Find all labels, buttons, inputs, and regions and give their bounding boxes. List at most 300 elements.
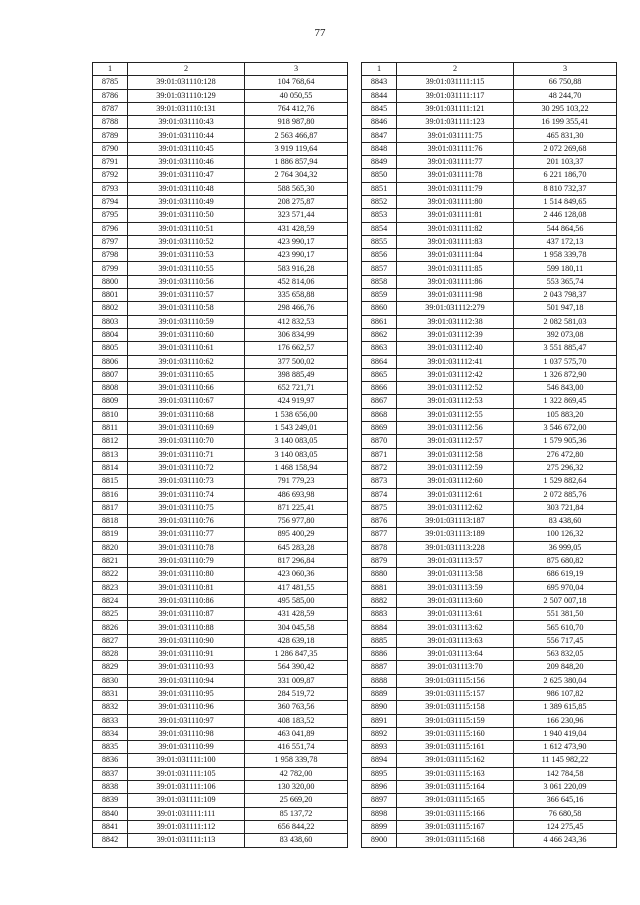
table-row xyxy=(93,182,348,195)
cadastral-number-cell: 39:01:031115:156 xyxy=(397,674,514,687)
table-row xyxy=(362,209,617,222)
table-row xyxy=(93,608,348,621)
row-number-cell: 8787 xyxy=(93,102,128,115)
cadastral-number-cell: 39:01:031112:41 xyxy=(397,355,514,368)
value-cell: 3 546 672,00 xyxy=(514,422,617,435)
row-number-cell: 8786 xyxy=(93,89,128,102)
row-number-cell: 8796 xyxy=(93,222,128,235)
cadastral-number-cell: 39:01:031110:80 xyxy=(128,568,245,581)
row-number-cell: 8869 xyxy=(362,422,397,435)
cadastral-number-cell: 39:01:031110:77 xyxy=(128,528,245,541)
value-cell: 2 072 885,76 xyxy=(514,488,617,501)
value-cell: 2 507 007,18 xyxy=(514,594,617,607)
table-row xyxy=(362,528,617,541)
row-number-cell: 8837 xyxy=(93,767,128,780)
value-cell: 16 199 355,41 xyxy=(514,116,617,129)
table-row xyxy=(93,648,348,661)
row-number-cell: 8811 xyxy=(93,422,128,435)
row-number-cell: 8900 xyxy=(362,834,397,847)
row-number-cell: 8893 xyxy=(362,741,397,754)
table-row xyxy=(362,687,617,700)
value-cell: 544 864,56 xyxy=(514,222,617,235)
value-cell: 428 639,18 xyxy=(245,634,348,647)
row-number-cell: 8833 xyxy=(93,714,128,727)
cadastral-number-cell: 39:01:031115:164 xyxy=(397,781,514,794)
table-row xyxy=(362,235,617,248)
cadastral-number-cell: 39:01:031115:165 xyxy=(397,794,514,807)
row-number-cell: 8899 xyxy=(362,820,397,833)
row-number-cell: 8815 xyxy=(93,475,128,488)
value-cell: 465 831,30 xyxy=(514,129,617,142)
cadastral-number-cell: 39:01:031110:53 xyxy=(128,249,245,262)
value-cell: 8 810 732,37 xyxy=(514,182,617,195)
table-row xyxy=(93,820,348,833)
value-cell: 42 782,00 xyxy=(245,767,348,780)
cadastral-number-cell: 39:01:031110:56 xyxy=(128,275,245,288)
value-cell: 275 296,32 xyxy=(514,461,617,474)
row-number-cell: 8798 xyxy=(93,249,128,262)
cadastral-number-cell: 39:01:031110:46 xyxy=(128,156,245,169)
cadastral-number-cell: 39:01:031115:167 xyxy=(397,820,514,833)
value-cell: 695 970,04 xyxy=(514,581,617,594)
row-number-cell: 8884 xyxy=(362,621,397,634)
table-row xyxy=(362,156,617,169)
row-number-cell: 8813 xyxy=(93,448,128,461)
row-number-cell: 8823 xyxy=(93,581,128,594)
cadastral-number-cell: 39:01:031110:49 xyxy=(128,195,245,208)
cadastral-number-cell: 39:01:031111:82 xyxy=(397,222,514,235)
column-header-value: 3 xyxy=(514,63,617,76)
cadastral-number-cell: 39:01:031111:105 xyxy=(128,767,245,780)
value-cell: 652 721,71 xyxy=(245,382,348,395)
register-table-right xyxy=(361,62,617,848)
table-row xyxy=(93,129,348,142)
row-number-cell: 8855 xyxy=(362,235,397,248)
cadastral-number-cell: 39:01:031113:59 xyxy=(397,581,514,594)
table-row xyxy=(362,116,617,129)
cadastral-number-cell: 39:01:031112:59 xyxy=(397,461,514,474)
cadastral-number-cell: 39:01:031110:96 xyxy=(128,701,245,714)
header-row xyxy=(362,63,617,76)
row-number-cell: 8797 xyxy=(93,235,128,248)
row-number-cell: 8791 xyxy=(93,156,128,169)
cadastral-number-cell: 39:01:031113:57 xyxy=(397,554,514,567)
value-cell: 11 145 982,22 xyxy=(514,754,617,767)
cadastral-number-cell: 39:01:031110:43 xyxy=(128,116,245,129)
cadastral-number-cell: 39:01:031111:75 xyxy=(397,129,514,142)
value-cell: 1 514 849,65 xyxy=(514,195,617,208)
table-row xyxy=(362,89,617,102)
table-row xyxy=(93,355,348,368)
table-row xyxy=(93,794,348,807)
row-number-cell: 8854 xyxy=(362,222,397,235)
row-number-cell: 8814 xyxy=(93,461,128,474)
table-row xyxy=(362,342,617,355)
table-row xyxy=(93,89,348,102)
value-cell: 298 466,76 xyxy=(245,302,348,315)
table-row xyxy=(362,794,617,807)
row-number-cell: 8853 xyxy=(362,209,397,222)
value-cell: 564 390,42 xyxy=(245,661,348,674)
cadastral-number-cell: 39:01:031110:91 xyxy=(128,648,245,661)
row-number-cell: 8831 xyxy=(93,687,128,700)
row-number-cell: 8810 xyxy=(93,408,128,421)
value-cell: 392 073,08 xyxy=(514,328,617,341)
value-cell: 306 834,99 xyxy=(245,328,348,341)
row-number-cell: 8828 xyxy=(93,648,128,661)
table-row xyxy=(93,621,348,634)
value-cell: 2 625 380,04 xyxy=(514,674,617,687)
value-cell: 36 999,05 xyxy=(514,541,617,554)
value-cell: 423 990,17 xyxy=(245,249,348,262)
cadastral-number-cell: 39:01:031110:93 xyxy=(128,661,245,674)
column-header-cadastral: 2 xyxy=(397,63,514,76)
row-number-cell: 8801 xyxy=(93,289,128,302)
cadastral-number-cell: 39:01:031112:52 xyxy=(397,382,514,395)
row-number-cell: 8891 xyxy=(362,714,397,727)
row-number-cell: 8826 xyxy=(93,621,128,634)
value-cell: 276 472,80 xyxy=(514,448,617,461)
cadastral-number-cell: 39:01:031110:73 xyxy=(128,475,245,488)
cadastral-number-cell: 39:01:031110:79 xyxy=(128,554,245,567)
value-cell: 431 428,59 xyxy=(245,608,348,621)
row-number-cell: 8865 xyxy=(362,368,397,381)
row-number-cell: 8860 xyxy=(362,302,397,315)
table-row xyxy=(362,222,617,235)
table-row xyxy=(362,102,617,115)
table-row xyxy=(93,209,348,222)
cadastral-number-cell: 39:01:031115:159 xyxy=(397,714,514,727)
table-row xyxy=(93,568,348,581)
value-cell: 176 662,57 xyxy=(245,342,348,355)
table-row xyxy=(93,289,348,302)
value-cell: 423 990,17 xyxy=(245,235,348,248)
cadastral-number-cell: 39:01:031110:60 xyxy=(128,328,245,341)
table-row xyxy=(362,727,617,740)
table-row xyxy=(362,674,617,687)
value-cell: 2 563 466,87 xyxy=(245,129,348,142)
row-number-cell: 8859 xyxy=(362,289,397,302)
table-row xyxy=(362,435,617,448)
value-cell: 142 784,58 xyxy=(514,767,617,780)
table-row xyxy=(93,315,348,328)
cadastral-number-cell: 39:01:031110:88 xyxy=(128,621,245,634)
row-number-cell: 8848 xyxy=(362,142,397,155)
value-cell: 323 571,44 xyxy=(245,209,348,222)
row-number-cell: 8887 xyxy=(362,661,397,674)
value-cell: 166 230,96 xyxy=(514,714,617,727)
table-row xyxy=(362,754,617,767)
cadastral-number-cell: 39:01:031113:189 xyxy=(397,528,514,541)
cadastral-number-cell: 39:01:031111:117 xyxy=(397,89,514,102)
value-cell: 1 468 158,94 xyxy=(245,461,348,474)
cadastral-number-cell: 39:01:031110:72 xyxy=(128,461,245,474)
cadastral-number-cell: 39:01:031113:70 xyxy=(397,661,514,674)
row-number-cell: 8874 xyxy=(362,488,397,501)
table-row xyxy=(362,554,617,567)
row-number-cell: 8885 xyxy=(362,634,397,647)
table-row xyxy=(93,488,348,501)
row-number-cell: 8809 xyxy=(93,395,128,408)
table-row xyxy=(93,382,348,395)
value-cell: 3 919 119,64 xyxy=(245,142,348,155)
table-row xyxy=(93,754,348,767)
cadastral-number-cell: 39:01:031112:56 xyxy=(397,422,514,435)
cadastral-number-cell: 39:01:031112:42 xyxy=(397,368,514,381)
row-number-cell: 8858 xyxy=(362,275,397,288)
row-number-cell: 8889 xyxy=(362,687,397,700)
cadastral-number-cell: 39:01:031112:53 xyxy=(397,395,514,408)
cadastral-number-cell: 39:01:031110:48 xyxy=(128,182,245,195)
row-number-cell: 8847 xyxy=(362,129,397,142)
cadastral-number-cell: 39:01:031115:162 xyxy=(397,754,514,767)
table-row xyxy=(362,195,617,208)
table-row xyxy=(362,781,617,794)
cadastral-number-cell: 39:01:031113:64 xyxy=(397,648,514,661)
row-number-cell: 8866 xyxy=(362,382,397,395)
table-row xyxy=(93,475,348,488)
cadastral-number-cell: 39:01:031112:58 xyxy=(397,448,514,461)
table-row xyxy=(93,195,348,208)
cadastral-number-cell: 39:01:031110:52 xyxy=(128,235,245,248)
table-row xyxy=(362,608,617,621)
table-row xyxy=(362,142,617,155)
table-row xyxy=(362,302,617,315)
value-cell: 1 538 656,00 xyxy=(245,408,348,421)
row-number-cell: 8824 xyxy=(93,594,128,607)
cadastral-number-cell: 39:01:031110:94 xyxy=(128,674,245,687)
table-row xyxy=(362,661,617,674)
cadastral-number-cell: 39:01:031113:187 xyxy=(397,515,514,528)
value-cell: 556 717,45 xyxy=(514,634,617,647)
value-cell: 1 389 615,85 xyxy=(514,701,617,714)
row-number-cell: 8881 xyxy=(362,581,397,594)
value-cell: 791 779,23 xyxy=(245,475,348,488)
cadastral-number-cell: 39:01:031110:58 xyxy=(128,302,245,315)
cadastral-number-cell: 39:01:031111:76 xyxy=(397,142,514,155)
cadastral-number-cell: 39:01:031110:66 xyxy=(128,382,245,395)
cadastral-number-cell: 39:01:031110:98 xyxy=(128,727,245,740)
value-cell: 417 481,55 xyxy=(245,581,348,594)
value-cell: 588 565,30 xyxy=(245,182,348,195)
row-number-cell: 8863 xyxy=(362,342,397,355)
value-cell: 85 137,72 xyxy=(245,807,348,820)
value-cell: 1 958 339,78 xyxy=(514,249,617,262)
table-row xyxy=(93,249,348,262)
cadastral-number-cell: 39:01:031113:228 xyxy=(397,541,514,554)
row-number-cell: 8808 xyxy=(93,382,128,395)
value-cell: 431 428,59 xyxy=(245,222,348,235)
table-row xyxy=(93,515,348,528)
row-number-cell: 8841 xyxy=(93,820,128,833)
cadastral-number-cell: 39:01:031111:123 xyxy=(397,116,514,129)
cadastral-number-cell: 39:01:031110:97 xyxy=(128,714,245,727)
table-row xyxy=(362,275,617,288)
column-header-number: 1 xyxy=(93,63,128,76)
page-number: 77 xyxy=(314,27,326,39)
table-row xyxy=(93,741,348,754)
value-cell: 3 140 083,05 xyxy=(245,435,348,448)
row-number-cell: 8846 xyxy=(362,116,397,129)
value-cell: 105 883,20 xyxy=(514,408,617,421)
cadastral-number-cell: 39:01:031110:90 xyxy=(128,634,245,647)
cadastral-number-cell: 39:01:031110:86 xyxy=(128,594,245,607)
value-cell: 4 466 243,36 xyxy=(514,834,617,847)
row-number-cell: 8820 xyxy=(93,541,128,554)
table-row xyxy=(362,355,617,368)
table-row xyxy=(93,687,348,700)
table-row xyxy=(362,182,617,195)
value-cell: 1 322 869,45 xyxy=(514,395,617,408)
value-cell: 437 172,13 xyxy=(514,235,617,248)
cadastral-number-cell: 39:01:031110:68 xyxy=(128,408,245,421)
table-row xyxy=(93,661,348,674)
row-number-cell: 8890 xyxy=(362,701,397,714)
cadastral-number-cell: 39:01:031112:55 xyxy=(397,408,514,421)
row-number-cell: 8821 xyxy=(93,554,128,567)
cadastral-number-cell: 39:01:031111:109 xyxy=(128,794,245,807)
table-row xyxy=(362,834,617,847)
table-row xyxy=(362,714,617,727)
cadastral-number-cell: 39:01:031113:62 xyxy=(397,621,514,634)
row-number-cell: 8830 xyxy=(93,674,128,687)
row-number-cell: 8898 xyxy=(362,807,397,820)
row-number-cell: 8843 xyxy=(362,76,397,89)
table-row xyxy=(362,262,617,275)
row-number-cell: 8790 xyxy=(93,142,128,155)
table-row xyxy=(93,714,348,727)
row-number-cell: 8794 xyxy=(93,195,128,208)
table-row xyxy=(362,820,617,833)
table-row xyxy=(362,634,617,647)
cadastral-number-cell: 39:01:031110:131 xyxy=(128,102,245,115)
value-cell: 656 844,22 xyxy=(245,820,348,833)
cadastral-number-cell: 39:01:031112:40 xyxy=(397,342,514,355)
cadastral-number-cell: 39:01:031110:74 xyxy=(128,488,245,501)
value-cell: 208 275,87 xyxy=(245,195,348,208)
row-number-cell: 8803 xyxy=(93,315,128,328)
cadastral-number-cell: 39:01:031115:161 xyxy=(397,741,514,754)
value-cell: 25 669,20 xyxy=(245,794,348,807)
row-number-cell: 8867 xyxy=(362,395,397,408)
value-cell: 104 768,64 xyxy=(245,76,348,89)
row-number-cell: 8870 xyxy=(362,435,397,448)
cadastral-number-cell: 39:01:031110:51 xyxy=(128,222,245,235)
table-row xyxy=(93,422,348,435)
row-number-cell: 8888 xyxy=(362,674,397,687)
value-cell: 83 438,60 xyxy=(514,515,617,528)
value-cell: 645 283,28 xyxy=(245,541,348,554)
row-number-cell: 8879 xyxy=(362,554,397,567)
table-row xyxy=(362,328,617,341)
value-cell: 360 763,56 xyxy=(245,701,348,714)
value-cell: 416 551,74 xyxy=(245,741,348,754)
cadastral-number-cell: 39:01:031111:98 xyxy=(397,289,514,302)
value-cell: 1 326 872,90 xyxy=(514,368,617,381)
table-row xyxy=(362,568,617,581)
table-row xyxy=(362,382,617,395)
table-row xyxy=(93,594,348,607)
row-number-cell: 8850 xyxy=(362,169,397,182)
table-row xyxy=(93,781,348,794)
table-row xyxy=(362,741,617,754)
cadastral-number-cell: 39:01:031111:113 xyxy=(128,834,245,847)
table-row xyxy=(93,634,348,647)
row-number-cell: 8785 xyxy=(93,76,128,89)
cadastral-number-cell: 39:01:031110:62 xyxy=(128,355,245,368)
row-number-cell: 8872 xyxy=(362,461,397,474)
cadastral-number-cell: 39:01:031111:83 xyxy=(397,235,514,248)
column-header-cadastral: 2 xyxy=(128,63,245,76)
cadastral-number-cell: 39:01:031115:157 xyxy=(397,687,514,700)
value-cell: 486 693,98 xyxy=(245,488,348,501)
table-row xyxy=(93,395,348,408)
row-number-cell: 8832 xyxy=(93,701,128,714)
value-cell: 76 680,58 xyxy=(514,807,617,820)
value-cell: 1 579 905,36 xyxy=(514,435,617,448)
value-cell: 551 381,50 xyxy=(514,608,617,621)
value-cell: 553 365,74 xyxy=(514,275,617,288)
cadastral-number-cell: 39:01:031111:81 xyxy=(397,209,514,222)
value-cell: 583 916,28 xyxy=(245,262,348,275)
row-number-cell: 8875 xyxy=(362,501,397,514)
row-number-cell: 8812 xyxy=(93,435,128,448)
cadastral-number-cell: 39:01:031110:70 xyxy=(128,435,245,448)
row-number-cell: 8877 xyxy=(362,528,397,541)
value-cell: 463 041,89 xyxy=(245,727,348,740)
cadastral-number-cell: 39:01:031112:57 xyxy=(397,435,514,448)
row-number-cell: 8868 xyxy=(362,408,397,421)
row-number-cell: 8897 xyxy=(362,794,397,807)
table-row xyxy=(362,422,617,435)
row-number-cell: 8844 xyxy=(362,89,397,102)
table-row xyxy=(93,342,348,355)
value-cell: 3 140 083,05 xyxy=(245,448,348,461)
table-row xyxy=(93,461,348,474)
value-cell: 2 764 304,32 xyxy=(245,169,348,182)
table-row xyxy=(362,648,617,661)
row-number-cell: 8880 xyxy=(362,568,397,581)
table-row xyxy=(362,621,617,634)
value-cell: 2 082 581,03 xyxy=(514,315,617,328)
value-cell: 424 919,97 xyxy=(245,395,348,408)
table-row xyxy=(93,701,348,714)
row-number-cell: 8856 xyxy=(362,249,397,262)
value-cell: 563 832,05 xyxy=(514,648,617,661)
table-row xyxy=(93,302,348,315)
table-row xyxy=(362,594,617,607)
table-row xyxy=(362,289,617,302)
value-cell: 918 987,80 xyxy=(245,116,348,129)
table-row xyxy=(362,515,617,528)
table-row xyxy=(362,807,617,820)
cadastral-number-cell: 39:01:031110:44 xyxy=(128,129,245,142)
cadastral-number-cell: 39:01:031113:61 xyxy=(397,608,514,621)
value-cell: 335 658,88 xyxy=(245,289,348,302)
table-row xyxy=(93,222,348,235)
cadastral-number-cell: 39:01:031110:55 xyxy=(128,262,245,275)
cadastral-number-cell: 39:01:031111:115 xyxy=(397,76,514,89)
cadastral-number-cell: 39:01:031115:158 xyxy=(397,701,514,714)
table-row xyxy=(362,395,617,408)
value-cell: 130 320,00 xyxy=(245,781,348,794)
row-number-cell: 8851 xyxy=(362,182,397,195)
value-cell: 452 814,06 xyxy=(245,275,348,288)
cadastral-number-cell: 39:01:031112:279 xyxy=(397,302,514,315)
cadastral-number-cell: 39:01:031110:71 xyxy=(128,448,245,461)
value-cell: 66 750,88 xyxy=(514,76,617,89)
cadastral-number-cell: 39:01:031110:128 xyxy=(128,76,245,89)
